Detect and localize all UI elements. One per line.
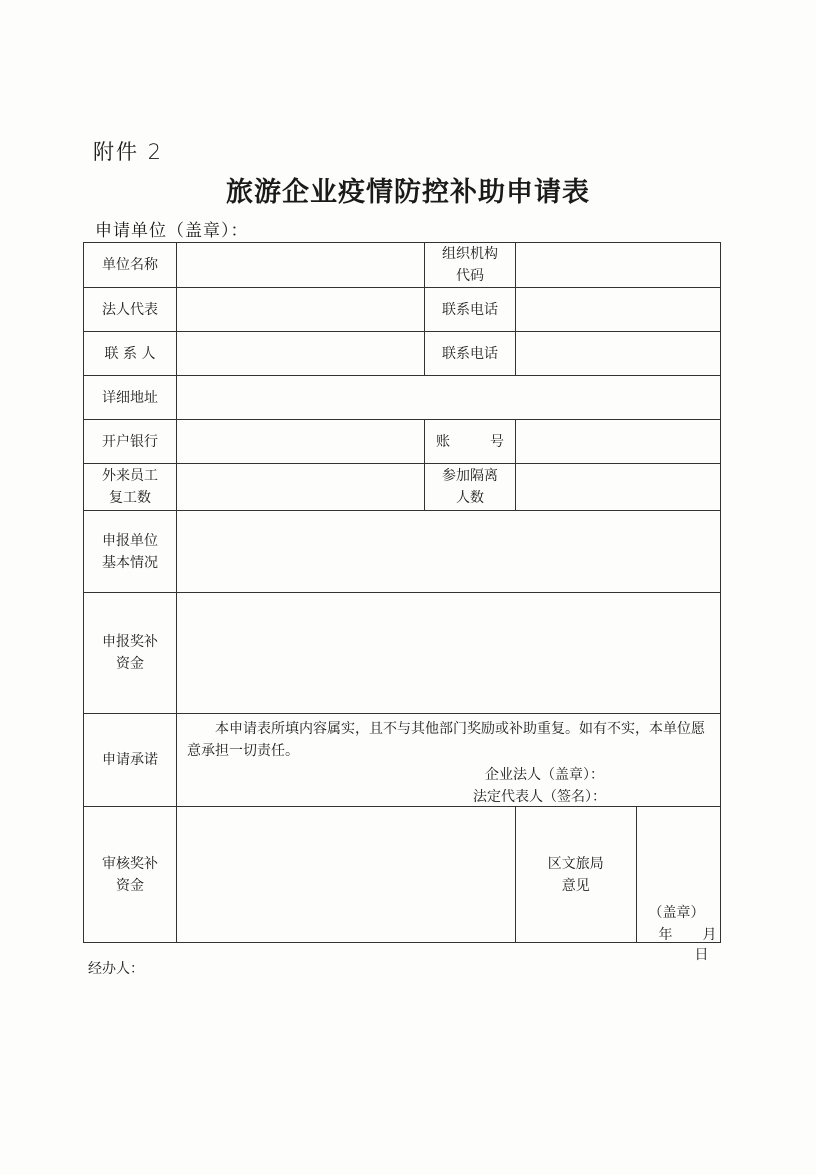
org-code-field[interactable] bbox=[516, 243, 721, 288]
application-form-table bbox=[83, 242, 721, 963]
account-label-char2: 号 bbox=[490, 433, 504, 450]
account-field[interactable] bbox=[516, 420, 721, 464]
contact-phone-label-1: 联系电话 bbox=[425, 288, 516, 332]
form-title: 旅游企业疫情防控补助申请表 bbox=[226, 177, 590, 208]
legal-rep-sign-label: 法定代表人（签名）： bbox=[473, 789, 606, 805]
audit-label-line2: 资金 bbox=[116, 877, 144, 894]
date-month-label: 月 bbox=[702, 926, 717, 943]
row-promise bbox=[84, 714, 721, 807]
row-returned-staff bbox=[84, 464, 721, 511]
applicant-label: 申请单位（盖章）： bbox=[95, 221, 249, 241]
row-contact-person bbox=[84, 332, 721, 376]
basic-info-label-line2: 基本情况 bbox=[102, 554, 158, 571]
unit-name-label: 单位名称 bbox=[84, 243, 177, 288]
quarantine-field[interactable] bbox=[516, 464, 721, 511]
basic-info-field[interactable] bbox=[177, 511, 721, 593]
address-label: 详细地址 bbox=[84, 376, 177, 420]
date-line bbox=[659, 924, 721, 964]
unit-name-field[interactable] bbox=[177, 243, 425, 288]
reward-label-line1: 申报奖补 bbox=[102, 634, 158, 650]
returned-staff-label-line1: 外来员工 bbox=[102, 468, 158, 484]
row-unit-name bbox=[84, 243, 721, 288]
row-audit bbox=[84, 807, 721, 943]
date-year-label: 年 bbox=[658, 926, 673, 943]
org-code-label-line2: 代码 bbox=[456, 268, 484, 284]
reward-field[interactable] bbox=[177, 593, 721, 714]
row-basic-info bbox=[84, 511, 721, 593]
address-field[interactable] bbox=[177, 376, 721, 420]
row-address bbox=[84, 376, 721, 420]
account-label bbox=[425, 420, 516, 464]
quarantine-label-line2: 人数 bbox=[456, 490, 484, 506]
date-day-label: 日 bbox=[694, 946, 709, 963]
handler-label: 经办人： bbox=[88, 961, 144, 977]
contact-phone-field-2[interactable] bbox=[516, 332, 721, 376]
bureau-label-line1: 区文旅局 bbox=[547, 855, 604, 872]
org-code-label bbox=[425, 243, 516, 288]
contact-phone-field-1[interactable] bbox=[516, 288, 721, 332]
contact-person-label: 联 系 人 bbox=[84, 332, 177, 376]
returned-staff-label-line2: 复工数 bbox=[109, 490, 151, 506]
bureau-label bbox=[516, 807, 636, 942]
row-legal-rep bbox=[84, 288, 721, 332]
row-reward bbox=[84, 593, 721, 714]
returned-staff-field[interactable] bbox=[177, 464, 425, 511]
bureau-opinion-field[interactable] bbox=[636, 807, 720, 963]
legal-rep-label: 法人代表 bbox=[84, 288, 177, 332]
row-bank bbox=[84, 420, 721, 464]
basic-info-label-line1: 申报单位 bbox=[102, 532, 158, 549]
bureau-label-line2: 意见 bbox=[561, 877, 590, 894]
promise-text: 本申请表所填内容属实，且不与其他部门奖励或补助重复。如有不实，本单位愿意承担一切责任。 bbox=[187, 721, 705, 759]
quarantine-label-line1: 参加隔离 bbox=[442, 468, 498, 484]
bureau-cell bbox=[516, 807, 721, 963]
audit-label bbox=[84, 807, 177, 943]
account-label-char1: 账 bbox=[436, 433, 450, 450]
bureau-seal-label: （盖章） bbox=[648, 904, 705, 921]
promise-cell bbox=[177, 714, 721, 807]
audit-field[interactable] bbox=[177, 807, 516, 943]
contact-person-field[interactable] bbox=[177, 332, 425, 376]
reward-label-line2: 资金 bbox=[116, 656, 144, 672]
audit-label-line1: 审核奖补 bbox=[102, 855, 158, 872]
returned-staff-label bbox=[84, 464, 177, 511]
contact-phone-label-2: 联系电话 bbox=[425, 332, 516, 376]
corp-seal-label: 企业法人（盖章）： bbox=[485, 767, 604, 783]
bank-field[interactable] bbox=[177, 420, 425, 464]
bureau-subtable bbox=[516, 807, 720, 963]
reward-label bbox=[84, 593, 177, 714]
quarantine-label bbox=[425, 464, 516, 511]
legal-rep-field[interactable] bbox=[177, 288, 425, 332]
attachment-number: 附件 2 bbox=[93, 140, 164, 164]
bank-label: 开户银行 bbox=[84, 420, 177, 464]
promise-label: 申请承诺 bbox=[84, 714, 177, 807]
org-code-label-line1: 组织机构 bbox=[442, 246, 498, 262]
basic-info-label bbox=[84, 511, 177, 593]
